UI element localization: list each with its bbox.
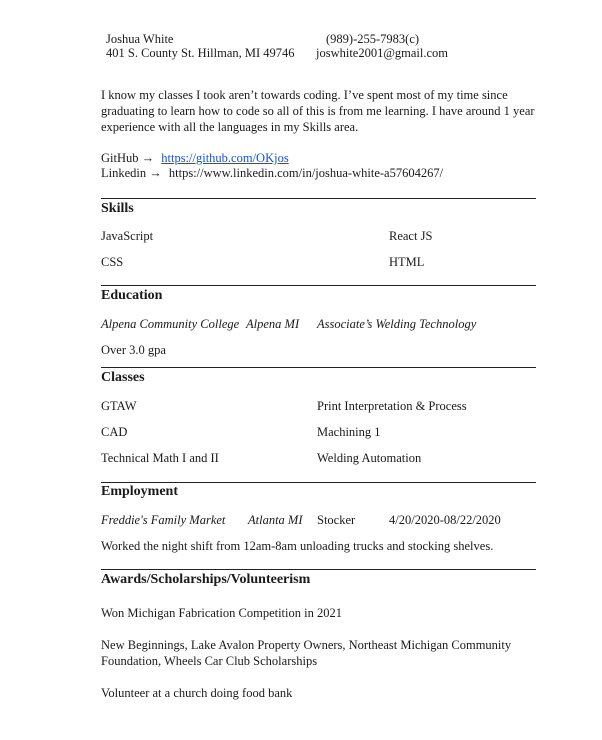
class-item: Welding Automation <box>317 451 422 465</box>
class-item: Print Interpretation & Process <box>317 399 467 413</box>
intro-line-2: graduating to learn how to code so all of this is from me learning. I have around 1 year <box>101 104 535 118</box>
award-item-line-2: Foundation, Wheels Car Club Scholarships <box>101 654 318 668</box>
education-location: Alpena MI <box>246 317 300 331</box>
applicant-phone: (989)-255-7983(c) <box>326 32 420 46</box>
intro-line-3: experience with all the languages in my Skills area. <box>101 120 359 134</box>
employment-employer: Freddie's Family Market <box>101 513 226 527</box>
education-title: Education <box>101 288 163 303</box>
skill-item: React JS <box>389 229 433 243</box>
applicant-address: 401 S. County St. Hillman, MI 49746 <box>106 46 295 60</box>
awards-title: Awards/Scholarships/Volunteerism <box>101 572 311 587</box>
education-school: Alpena Community College <box>101 317 240 331</box>
github-row <box>101 151 289 166</box>
education-gpa: Over 3.0 gpa <box>101 343 166 357</box>
education-divider <box>101 285 536 286</box>
class-item: Machining 1 <box>317 425 381 439</box>
skill-item: HTML <box>389 255 425 269</box>
employment-divider <box>101 482 536 483</box>
employment-dates: 4/20/2020-08/22/2020 <box>389 513 501 527</box>
skills-title: Skills <box>101 201 134 216</box>
applicant-email: joswhite2001@gmail.com <box>316 46 448 60</box>
awards-divider <box>101 569 536 570</box>
employment-title: Employment <box>101 484 178 499</box>
intro-line-1: I know my classes I took aren’t towards coding. I’ve spent most of my time since <box>101 88 508 102</box>
applicant-name: Joshua White <box>106 32 174 46</box>
classes-title: Classes <box>101 370 145 385</box>
github-label: GitHub → <box>101 151 155 165</box>
award-item: Won Michigan Fabrication Competition in 2021 <box>101 606 342 620</box>
linkedin-label: Linkedin → <box>101 166 162 180</box>
employment-location: Atlanta MI <box>248 513 303 527</box>
class-item: Technical Math I and II <box>101 451 219 465</box>
class-item: GTAW <box>101 399 137 413</box>
education-degree: Associate’s Welding Technology <box>317 317 477 331</box>
skills-divider <box>101 198 536 199</box>
classes-divider <box>101 367 536 368</box>
employment-description: Worked the night shift from 12am-8am unloading trucks and stocking shelves. <box>101 539 494 553</box>
employment-position: Stocker <box>317 513 356 527</box>
linkedin-url[interactable]: https://www.linkedin.com/in/joshua-white-a57604267/ <box>168 166 444 180</box>
class-item: CAD <box>101 425 128 439</box>
skill-item: CSS <box>101 255 124 269</box>
github-link[interactable]: https://github.com/OKjos <box>161 151 289 165</box>
award-item: Volunteer at a church doing food bank <box>101 686 293 700</box>
award-item-line-1: New Beginnings, Lake Avalon Property Owners, Northeast Michigan Community <box>101 638 512 652</box>
linkedin-row <box>101 166 443 181</box>
skill-item: JavaScript <box>101 229 154 243</box>
